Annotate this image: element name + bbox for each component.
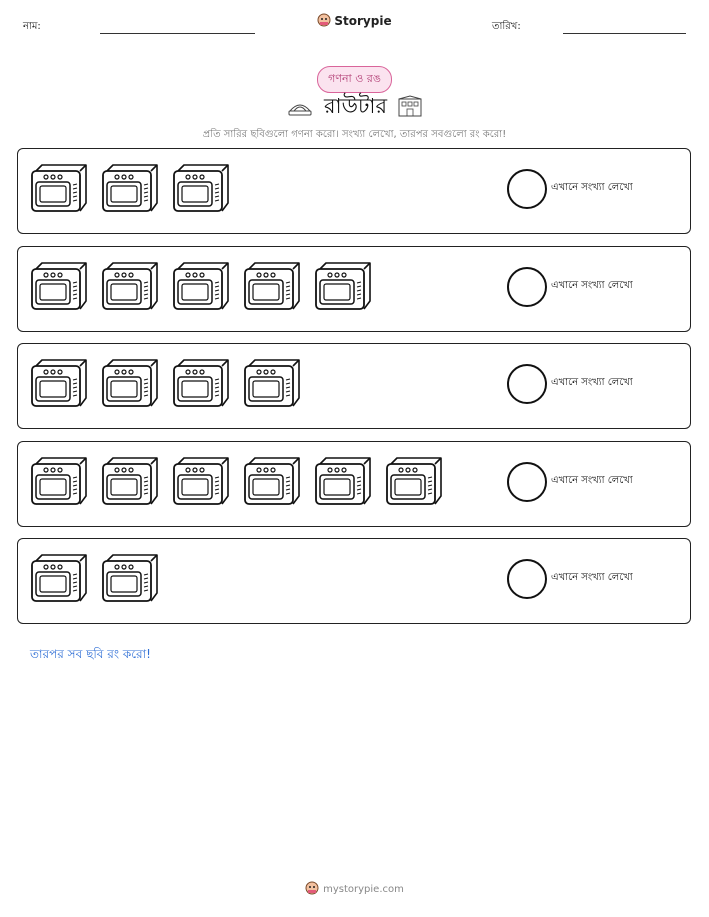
date-line[interactable] xyxy=(563,33,686,34)
site-footer xyxy=(0,881,709,895)
answer-prompt: এখানে সংখ্যা লেখো xyxy=(551,377,633,388)
oven-icon xyxy=(101,163,159,215)
answer-prompt: এখানে সংখ্যা লেখো xyxy=(551,182,633,193)
storypie-logo-icon xyxy=(305,881,319,895)
icon-group xyxy=(30,261,372,313)
oven-icon xyxy=(30,553,88,605)
oven-icon xyxy=(172,358,230,410)
answer-circle[interactable] xyxy=(507,169,547,209)
oven-icon xyxy=(101,261,159,313)
answer-prompt: এখানে সংখ্যা লেখো xyxy=(551,475,633,486)
icon-group xyxy=(30,358,301,410)
answer-prompt: এখানে সংখ্যা লেখো xyxy=(551,572,633,583)
oven-icon xyxy=(101,553,159,605)
title-row xyxy=(0,90,709,125)
name-line[interactable] xyxy=(100,33,255,34)
storypie-logo-icon xyxy=(317,13,331,27)
answer-circle[interactable] xyxy=(507,364,547,404)
oven-icon xyxy=(385,456,443,508)
count-row xyxy=(17,538,691,624)
icon-group xyxy=(30,553,159,605)
oven-icon xyxy=(101,358,159,410)
answer-circle[interactable] xyxy=(507,559,547,599)
count-row xyxy=(17,148,691,234)
oven-icon xyxy=(101,456,159,508)
router-antenna-icon xyxy=(286,97,314,117)
page-title: রাউটার xyxy=(323,94,388,118)
answer-prompt: এখানে সংখ্যা লেখো xyxy=(551,280,633,291)
oven-icon xyxy=(243,358,301,410)
brand xyxy=(0,13,709,28)
oven-icon xyxy=(172,163,230,215)
oven-icon xyxy=(243,456,301,508)
count-row xyxy=(17,246,691,332)
icon-group xyxy=(30,163,230,215)
answer-circle[interactable] xyxy=(507,462,547,502)
oven-icon xyxy=(243,261,301,313)
category-badge: গণনা ও রঙ xyxy=(317,66,392,93)
building-icon xyxy=(397,95,423,117)
oven-icon xyxy=(30,456,88,508)
oven-icon xyxy=(172,261,230,313)
date-label: তারিখ: xyxy=(492,21,521,32)
instructions: প্রতি সারির ছবিগুলো গণনা করো। সংখ্যা লেখো, তারপর সবগুলো রং করো! xyxy=(202,129,507,140)
name-label: নাম: xyxy=(23,21,41,32)
oven-icon xyxy=(30,358,88,410)
count-row xyxy=(17,441,691,527)
oven-icon xyxy=(172,456,230,508)
count-row xyxy=(17,343,691,429)
footer-note: তারপর সব ছবি রং করো! xyxy=(30,647,151,661)
brand-name: Storypie xyxy=(334,14,392,28)
icon-group xyxy=(30,456,443,508)
oven-icon xyxy=(30,261,88,313)
oven-icon xyxy=(314,261,372,313)
answer-circle[interactable] xyxy=(507,267,547,307)
oven-icon xyxy=(30,163,88,215)
site-url: mystorypie.com xyxy=(323,884,404,895)
oven-icon xyxy=(314,456,372,508)
